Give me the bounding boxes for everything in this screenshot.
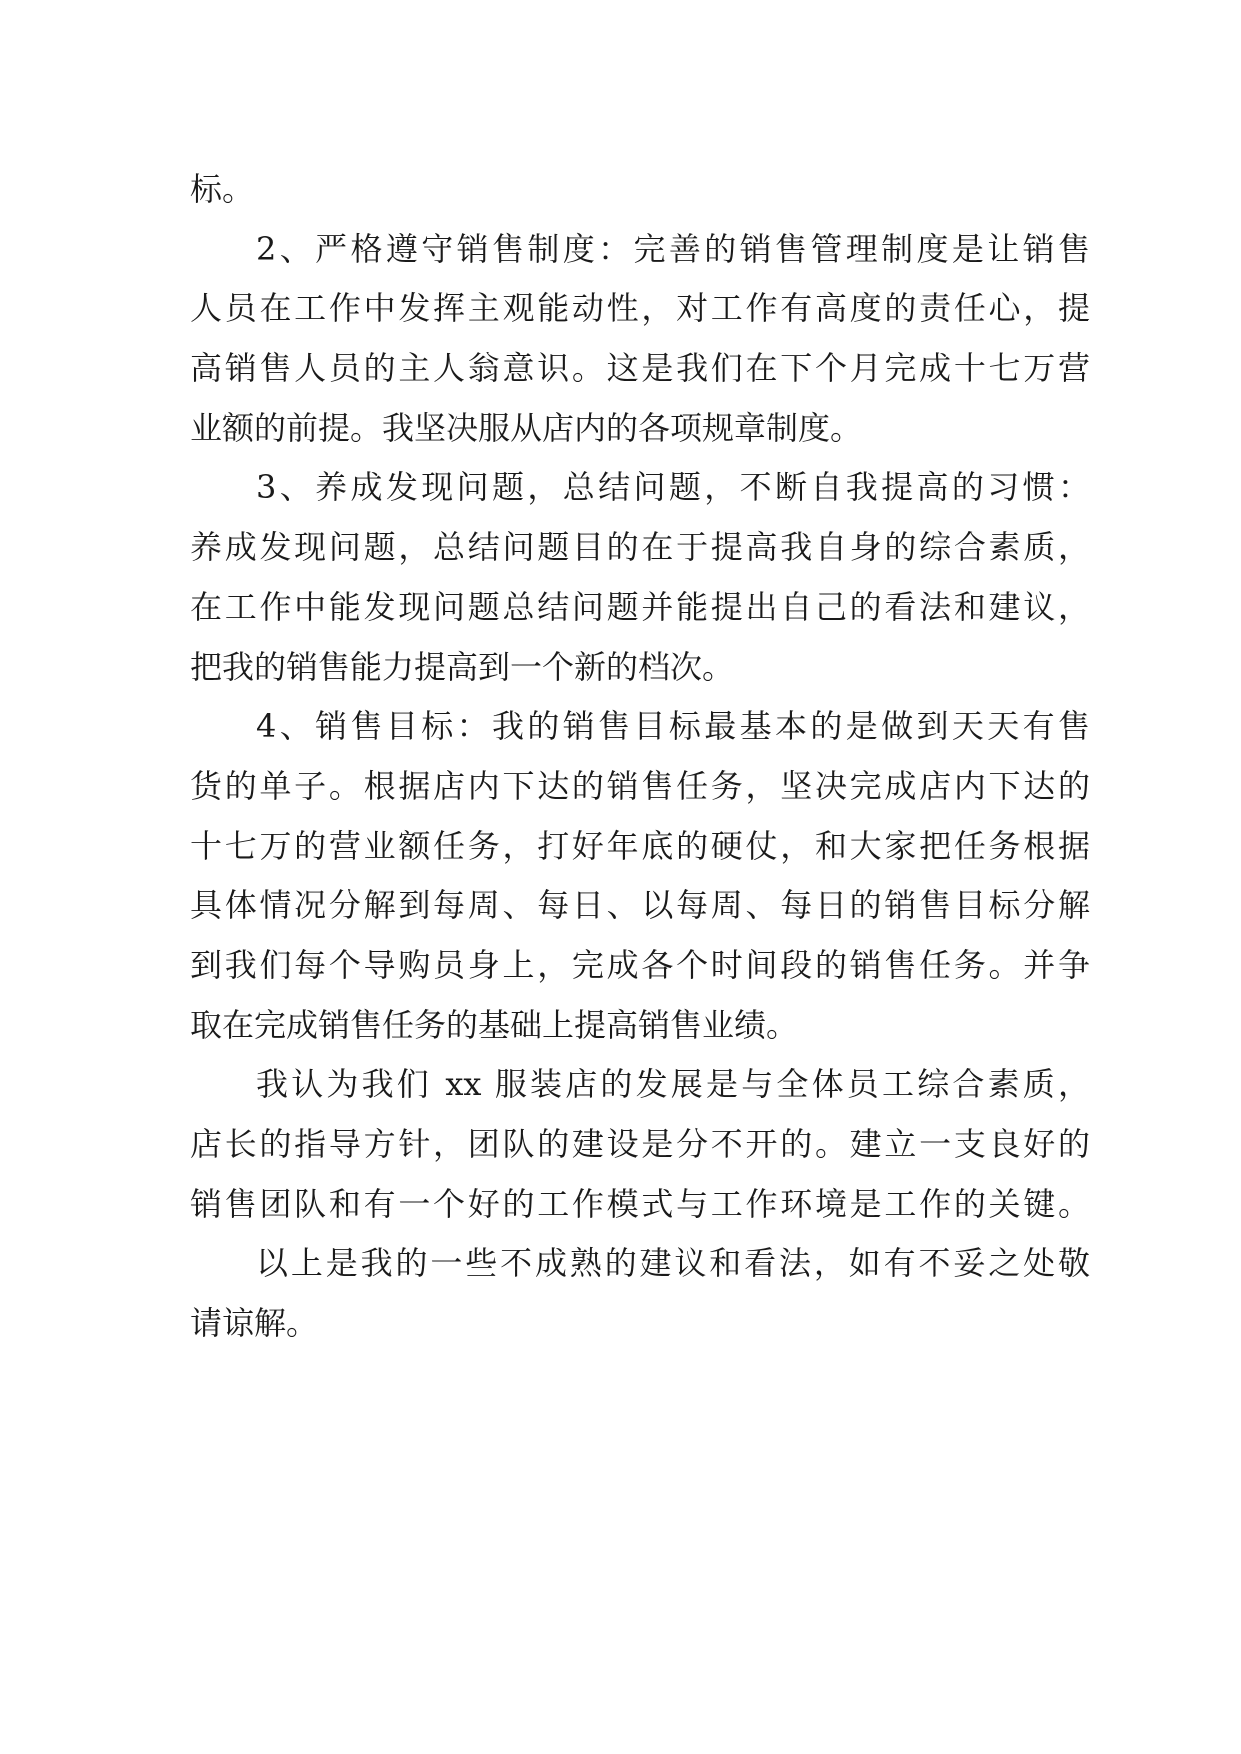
- text-line: 2、严格遵守销售制度：完善的销售管理制度是让销售: [256, 229, 1090, 268]
- text-line: 高销售人员的主人翁意识。这是我们在下个月完成十七万营: [190, 349, 1090, 388]
- text-line: 店长的指导方针，团队的建设是分不开的。建立一支良好的: [190, 1125, 1090, 1163]
- text-line: 标。: [190, 170, 255, 208]
- text-line: 具体情况分解到每周、每日、以每周、每日的销售目标分解: [190, 886, 1090, 925]
- text-line: 把我的销售能力提高到一个新的档次。: [190, 647, 735, 686]
- text-line: 到我们每个导购员身上，完成各个时间段的销售任务。并争: [190, 945, 1090, 984]
- text-line: 十七万的营业额任务，打好年底的硬仗，和大家把任务根据: [190, 826, 1090, 865]
- text-line: 业额的前提。我坚决服从店内的各项规章制度。: [190, 408, 863, 447]
- text-line: 养成发现问题，总结问题目的在于提高我自身的综合素质，: [190, 528, 1090, 567]
- text-line: 我认为我们 xx 服装店的发展是与全体员工综合素质，: [256, 1065, 1090, 1104]
- text-line: 4、销售目标：我的销售目标最基本的是做到天天有售: [256, 707, 1090, 746]
- text-line: 销售团队和有一个好的工作模式与工作环境是工作的关键。: [190, 1184, 1090, 1223]
- text-line: 以上是我的一些不成熟的建议和看法，如有不妥之处敬: [256, 1244, 1090, 1283]
- text-line: 人员在工作中发挥主观能动性，对工作有高度的责任心，提: [190, 289, 1090, 328]
- text-line: 请谅解。: [190, 1304, 319, 1343]
- text-line: 货的单子。根据店内下达的销售任务，坚决完成店内下达的: [190, 766, 1090, 805]
- text-line: 3、养成发现问题，总结问题，不断自我提高的习惯：: [256, 468, 1090, 507]
- text-line: 取在完成销售任务的基础上提高销售业绩。: [190, 1005, 799, 1044]
- text-line: 在工作中能发现问题总结问题并能提出自己的看法和建议，: [190, 587, 1090, 626]
- document-body: [190, 160, 1090, 1354]
